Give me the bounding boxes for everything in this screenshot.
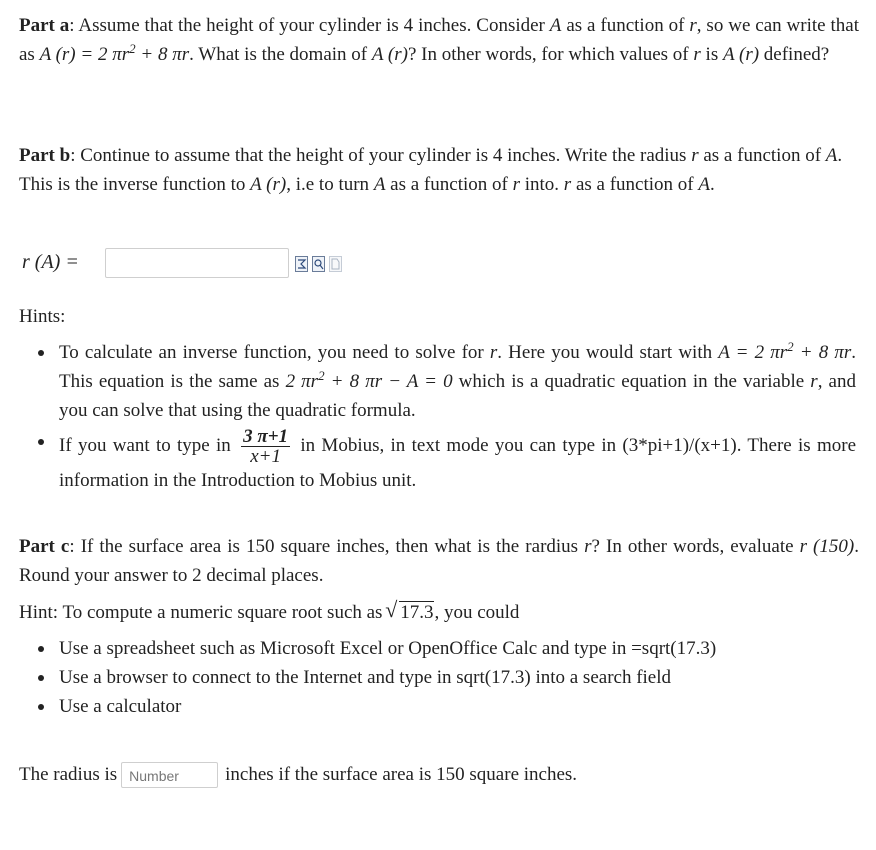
area-formula: A (r) = 2 $\pi r^2 + 8$ πr	[39, 41, 190, 65]
radius-answer-prefix: The radius is	[19, 764, 118, 785]
preview-icon[interactable]	[312, 256, 325, 272]
hint-item: Use a spreadsheet such as Microsoft Excel or OpenOffice Calc and type in =sqrt(17.3)	[19, 634, 859, 663]
sqrt-hint: Hint: To compute a numeric square root such as √ 17.3, you could	[19, 598, 859, 627]
part-c-question: Part c: If the surface area is 150 square inches, then what is the rardius r? In other words, evaluate r (150). Round your answer to 2 decimal places.	[19, 536, 859, 586]
part-c-label: Part c	[19, 536, 70, 557]
part-b-question: Part b: Continue to assume that the height of your cylinder is 4 inches. Write the radius r as a function of A. This is the inverse function to A (r), i.e to turn A as a function of r into. r as a function of A.	[19, 145, 843, 195]
hints-heading: Hints:	[19, 306, 66, 327]
part-a-question: Part a: Assume that the height of your cylinder is 4 inches. Consider A as a function of r, so we can write that as A (r) = 2 $\pi r^2 + 8$ πr. What is the domain of A (r)? In other words, for which values of r is A (r) defined?	[19, 15, 859, 65]
help-icon[interactable]	[329, 256, 342, 272]
radius-answer-suffix: inches if the surface area is 150 square inches.	[225, 764, 578, 785]
part-a-label: Part a	[19, 15, 70, 36]
hint-item: If you want to type in $\frac{3 \pi+1}{x+1}$ in Mobius, in text mode you can type in (3*pi+1)/(x+1). There is more information in the Introduction to Mobius unit.	[19, 427, 856, 495]
hints-list	[19, 338, 856, 495]
fraction-example: $\frac{3 \pi+1}{x+1}$	[243, 426, 289, 467]
inverse-answer-row	[22, 248, 382, 280]
inverse-function-input[interactable]	[105, 248, 289, 278]
equation-editor-icon[interactable]	[295, 256, 308, 272]
radius-answer-row	[19, 760, 859, 790]
hint-item: Use a browser to connect to the Internet and type in sqrt(17.3) into a search field	[19, 663, 859, 692]
sqrt-hint-list	[19, 634, 859, 721]
sqrt-example: √ 17.3	[387, 598, 434, 627]
hint-item: To calculate an inverse function, you need to solve for r. Here you would start with A = 2 $\pi r^2 + 8$ πr. This equation is the same as 2 $\pi r^2 + 8$ πr − A = 0 which is a quadratic equation in the variable r, and you can solve that using the quadratic formula.	[19, 338, 856, 425]
part-b-label: Part b	[19, 145, 71, 166]
hint-item: Use a calculator	[19, 692, 859, 721]
radius-number-input[interactable]: Number	[121, 762, 218, 788]
inverse-answer-label: r (A) =	[22, 251, 79, 273]
